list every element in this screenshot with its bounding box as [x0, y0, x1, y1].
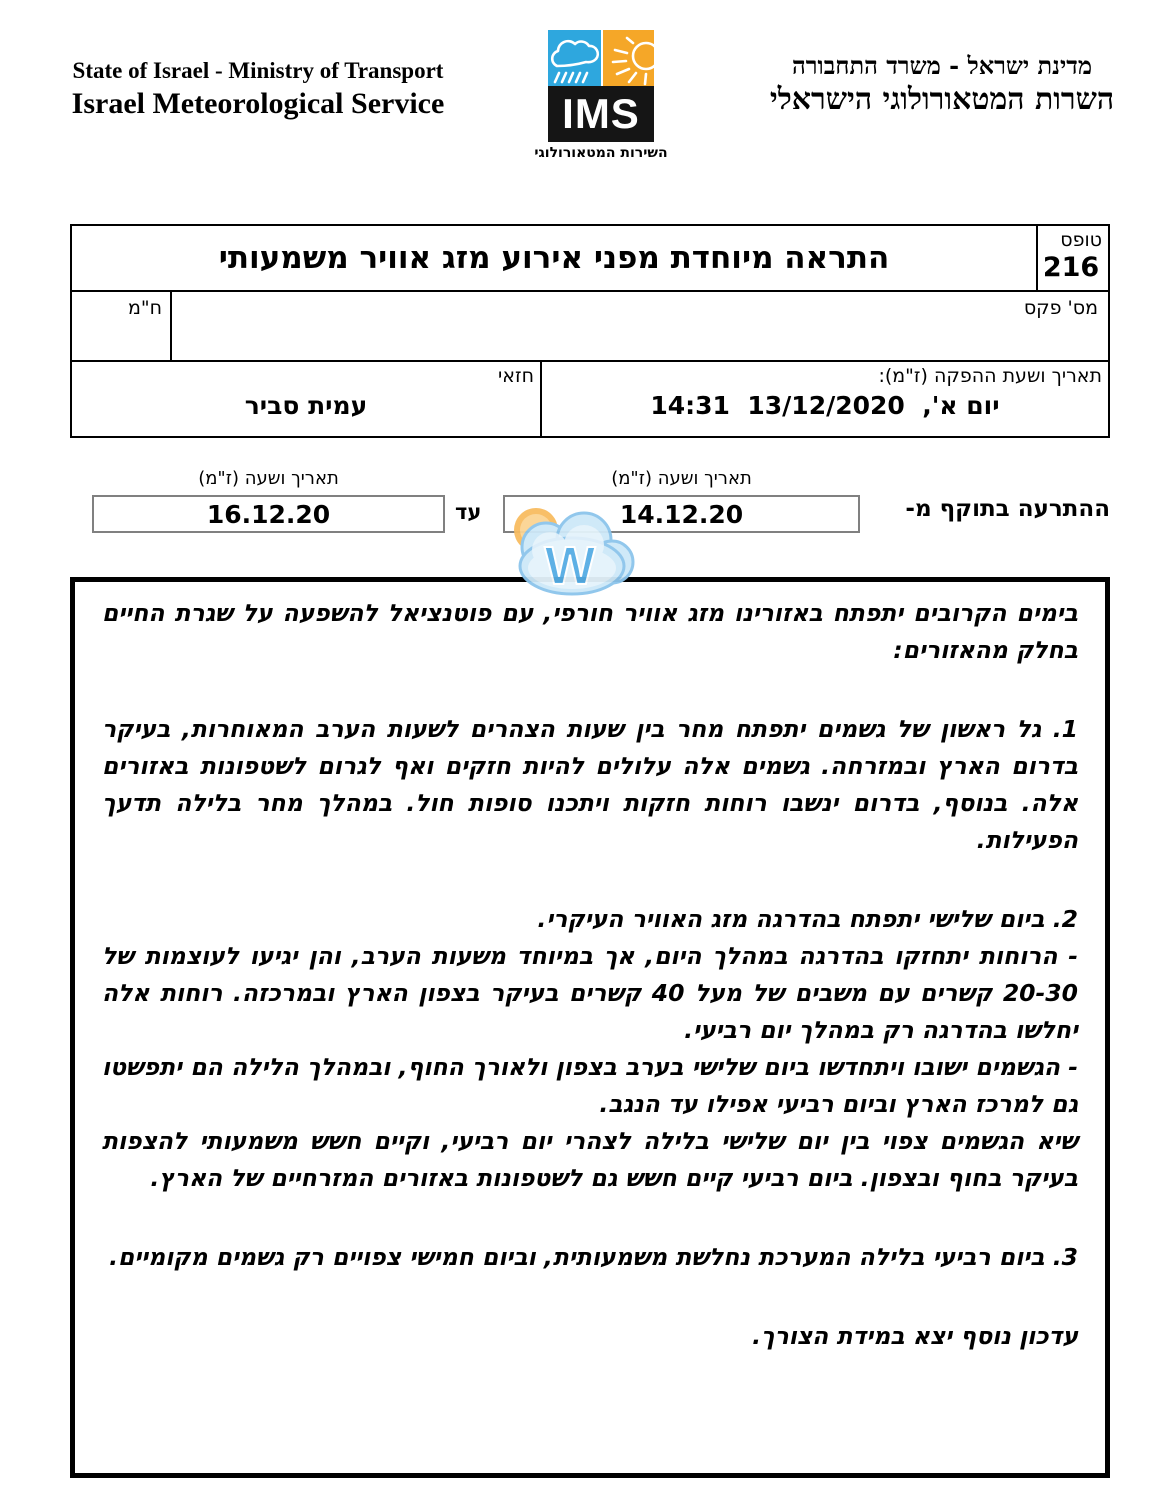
forecaster-cell [72, 362, 540, 436]
warning-paragraph: - הגשמים ישובו ויתחדשו ביום שלישי בערב בצפון ולאורך החוף, ובמהלך הלילה הם יתפשטו גם למרכז הארץ וביום רביעי אפילו עד הנגב. [102, 1053, 1078, 1118]
header-hebrew [724, 50, 1160, 119]
weather-watermark [500, 500, 640, 600]
ims-logo-caption: השירות המטאורולוגי [534, 145, 668, 161]
ims-logo [534, 30, 668, 161]
fax-number-label: מס' פקס [1023, 297, 1098, 319]
form-number-label: טופס [1060, 229, 1102, 251]
ims-logo-pictures [548, 30, 654, 86]
issue-datetime-value: יום א', 13/12/2020 14:31 [650, 391, 1000, 420]
fax-row [72, 292, 1108, 362]
warning-paragraph: שיא הגשמים צפוי בין יום שלישי בלילה לצהרי יום רביעי, וקיים חשש משמעותי להצפות בעיקר בחוף ובצפון. ביום רביעי קיים חשש גם לשטפונות באזורים המזרחיים של הארץ. [102, 1127, 1078, 1192]
warning-paragraph: 2. ביום שלישי יתפתח בהדרגה מזג האוויר העיקרי. [537, 905, 1078, 933]
forecaster-label: חזאי [498, 365, 534, 387]
warning-paragraph: - הרוחות יתחזקו בהדרגה במהלך היום, אך במיוחד משעות הערב, והן יגיעו לעוצמות של 20-30 קשרים עם משבים של מעל 40 קשרים בעיקר בצפון הארץ ובמרכזה. רוחות אלה יחלשו בהדרגה רק במהלך יום רביעי. [102, 942, 1078, 1044]
form-number-cell [1036, 226, 1108, 290]
rain-cloud-icon [548, 30, 601, 86]
hm-field [72, 292, 172, 360]
issue-datetime-label: תאריך ושעת ההפקה (ז"מ): [878, 365, 1102, 387]
hebrew-title-line1: מדינת ישראל - משרד התחבורה [791, 51, 1093, 80]
watermark-letter: W [544, 536, 596, 596]
fax-number-field [172, 292, 1108, 360]
header-english [36, 56, 480, 122]
validity-from-value: 14.12.20 [619, 499, 744, 529]
ims-logo-text: IMS [548, 86, 654, 142]
issue-row [72, 362, 1108, 436]
validity-from-label: תאריך ושעה (ז"מ) [611, 468, 752, 489]
issue-datetime-cell [540, 362, 1108, 436]
form-title-row [72, 226, 1108, 292]
form-title: התראה מיוחדת מפני אירוע מזג אוויר משמעותי [218, 240, 890, 276]
forecaster-name: עמית סביר [244, 391, 368, 420]
validity-to-label: תאריך ושעה (ז"מ) [198, 468, 339, 489]
validity-to-field [92, 495, 445, 533]
hebrew-title-line2: השרות המטאורולוגי הישראלי [769, 82, 1115, 117]
english-title-line2: Israel Meteorological Service [71, 87, 445, 120]
warning-paragraph: עדכון נוסף יצא במידת הצורך. [752, 1322, 1078, 1350]
validity-prefix: ההתרעה בתוקף מ- [905, 496, 1110, 522]
hm-label: ח"מ [127, 297, 162, 319]
sun-icon [603, 30, 654, 86]
validity-to-value: 16.12.20 [206, 499, 331, 529]
warning-paragraph: 1. גל ראשון של גשמים יתפתח מחר בין שעות הצהרים לשעות הערב המאוחרות, בעיקר בדרום הארץ ובמזרחה. גשמים אלה עלולים להיות חזקים ואף לגרום לשטפונות באזורים אלה. בנוסף, בדרום ינשבו רוחות חזקות ויתכנו סופות חול. במהלך מחר בלילה תדעך הפעילות. [102, 715, 1078, 854]
until-word: עד [455, 500, 482, 524]
warning-paragraph: בימים הקרובים יתפתח באזורינו מזג אוויר חורפי, עם פוטנציאל להשפעה על שגרת החיים בחלק מהאזורים: [102, 599, 1078, 664]
form-number-value: 216 [1042, 252, 1100, 283]
form-table [70, 224, 1110, 438]
warning-text-box [70, 577, 1110, 1478]
english-title-line1: State of Israel - Ministry of Transport [72, 58, 444, 83]
warning-paragraph: 3. ביום רביעי בלילה המערכת נחלשת משמעותית, וביום חמישי צפויים רק גשמים מקומיים. [109, 1243, 1078, 1271]
